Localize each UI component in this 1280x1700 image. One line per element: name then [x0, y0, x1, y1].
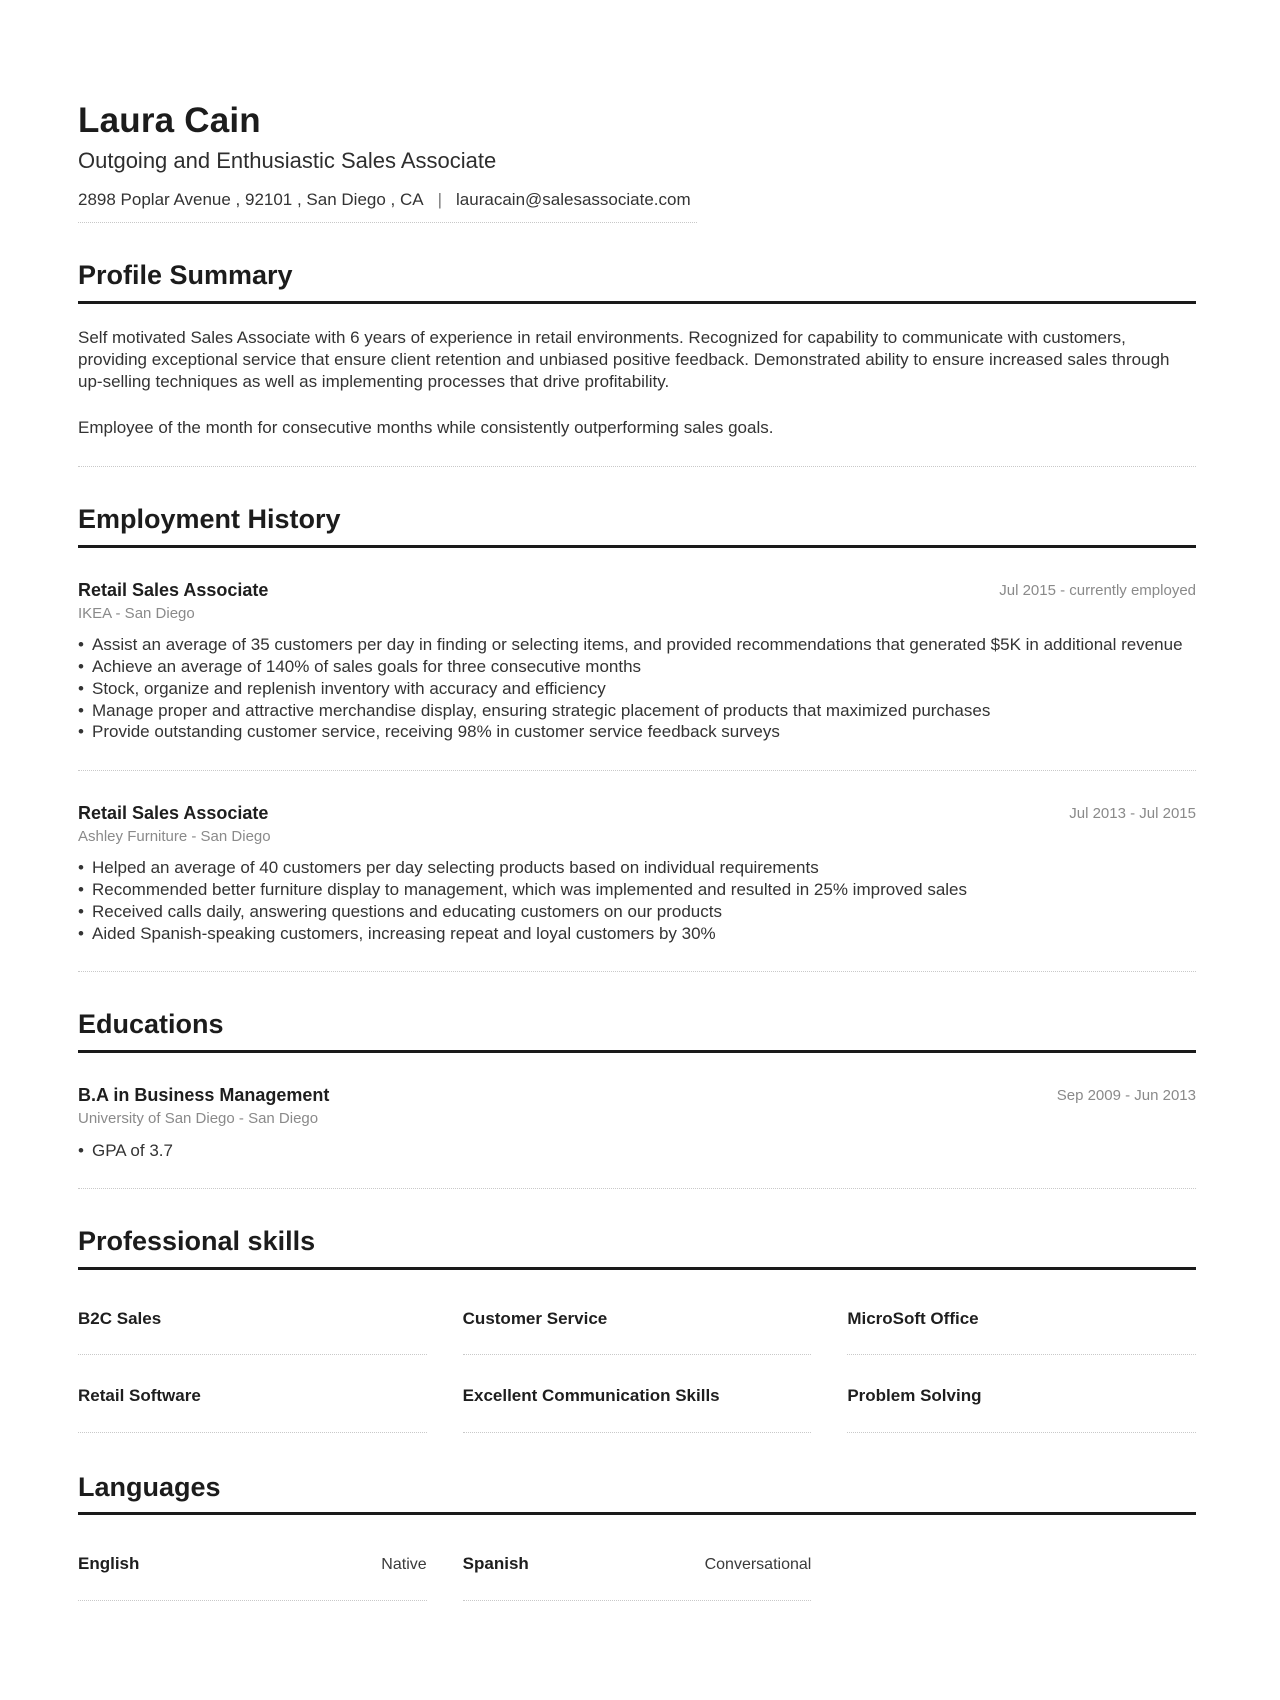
job-bullet-list	[78, 857, 1196, 944]
language-item	[463, 1553, 812, 1601]
languages-grid	[78, 1553, 1196, 1601]
profile-paragraph: Employee of the month for consecutive months while consistently outperforming sales goals.	[78, 417, 774, 437]
job-bullet: • Recommended better furniture display to management, which was implemented and resulted in 25% improved sales	[78, 879, 1196, 901]
contact-email: lauracain@salesassociate.com	[456, 189, 691, 209]
contact-separator: |	[437, 189, 443, 209]
job-entry-header	[78, 802, 1196, 846]
skill-label: B2C Sales	[78, 1309, 162, 1329]
skills-grid	[78, 1308, 1196, 1432]
language-empty-cell	[847, 1553, 1196, 1601]
education-dates: Sep 2009 - Jun 2013	[1056, 1087, 1196, 1105]
skill-label: Retail Software	[78, 1386, 201, 1406]
job-dates: Jul 2013 - Jul 2015	[1069, 805, 1196, 823]
section-divider	[78, 466, 1196, 467]
education-bullet-list	[78, 1140, 1196, 1162]
language-level: Native	[381, 1556, 427, 1574]
languages-heading: Languages	[78, 1471, 1196, 1516]
section-divider	[78, 971, 1196, 972]
education-entry-titles	[78, 1084, 329, 1128]
education-entry	[78, 1084, 1196, 1161]
job-bullet: • Provide outstanding customer service, receiving 98% in customer service feedback surveys	[78, 721, 1196, 743]
job-title: Retail Sales Associate	[78, 803, 269, 824]
language-level: Conversational	[704, 1556, 812, 1574]
education-school: University of San Diego - San Diego	[78, 1109, 319, 1127]
job-bullet: • Manage proper and attractive merchandise display, ensuring strategic placement of products that maximized purchases	[78, 700, 1196, 722]
skill-item	[463, 1308, 812, 1355]
skill-item	[78, 1385, 427, 1432]
language-name: English	[78, 1554, 140, 1574]
section-employment-history	[78, 503, 1196, 944]
profile-summary-heading: Profile Summary	[78, 259, 1196, 304]
skill-label: Customer Service	[462, 1309, 608, 1329]
employment-history-heading: Employment History	[78, 503, 1196, 548]
job-bullet: • Stock, organize and replenish inventory with accuracy and efficiency	[78, 678, 1196, 700]
education-entry-header	[78, 1084, 1196, 1128]
job-bullet-list	[78, 634, 1196, 743]
person-name: Laura Cain	[78, 101, 261, 140]
education-degree: B.A in Business Management	[78, 1085, 330, 1106]
job-bullet: • Aided Spanish-speaking customers, increasing repeat and loyal customers by 30%	[78, 923, 1196, 945]
job-entry-titles	[78, 802, 271, 846]
job-bullet: • Assist an average of 35 customers per day in finding or selecting items, and provided recommendations that generated $5K in additional revenue	[78, 634, 1196, 656]
resume-header	[78, 100, 1196, 223]
section-languages	[78, 1471, 1196, 1602]
job-entry-titles	[78, 579, 268, 623]
job-company: IKEA - San Diego	[78, 604, 195, 622]
skill-item	[847, 1385, 1196, 1432]
language-item	[78, 1553, 427, 1601]
job-entry-header	[78, 579, 1196, 623]
section-education	[78, 1008, 1196, 1161]
education-heading: Educations	[78, 1008, 1196, 1053]
job-bullet: • Achieve an average of 140% of sales goals for three consecutive months	[78, 656, 1196, 678]
contact-line	[78, 190, 697, 223]
section-profile-summary	[78, 259, 1196, 440]
job-bullet: • Received calls daily, answering questions and educating customers on our products	[78, 901, 1196, 923]
job-company: Ashley Furniture - San Diego	[78, 827, 271, 845]
education-bullet: • GPA of 3.7	[78, 1140, 1196, 1162]
skill-label: MicroSoft Office	[847, 1309, 979, 1329]
skill-item	[78, 1308, 427, 1355]
job-title: Retail Sales Associate	[78, 580, 269, 601]
job-dates: Jul 2015 - currently employed	[999, 582, 1196, 600]
contact-address: 2898 Poplar Avenue , 92101 , San Diego , CA	[78, 189, 424, 209]
profile-paragraph: Self motivated Sales Associate with 6 years of experience in retail environments. Recognized for capability to communicate with customers, providing exceptional service that ensure client retention and unbiased positive feedback. Demonstrated ability to ensure increased sales through up-selling techniques as well as implementing processes that drive profitability.	[78, 327, 1170, 392]
skill-item	[847, 1308, 1196, 1355]
section-professional-skills	[78, 1225, 1196, 1432]
entry-divider	[78, 770, 1196, 771]
skill-item	[463, 1385, 812, 1432]
job-bullet: • Helped an average of 40 customers per day selecting products based on individual requirements	[78, 857, 1196, 879]
skill-label: Excellent Communication Skills	[462, 1386, 720, 1406]
language-name: Spanish	[462, 1554, 529, 1574]
professional-skills-heading: Professional skills	[78, 1225, 1196, 1270]
job-entry	[78, 802, 1196, 944]
person-job-title: Outgoing and Enthusiastic Sales Associate	[78, 148, 497, 173]
section-divider	[78, 1188, 1196, 1189]
skill-label: Problem Solving	[847, 1386, 982, 1406]
job-entry	[78, 579, 1196, 743]
